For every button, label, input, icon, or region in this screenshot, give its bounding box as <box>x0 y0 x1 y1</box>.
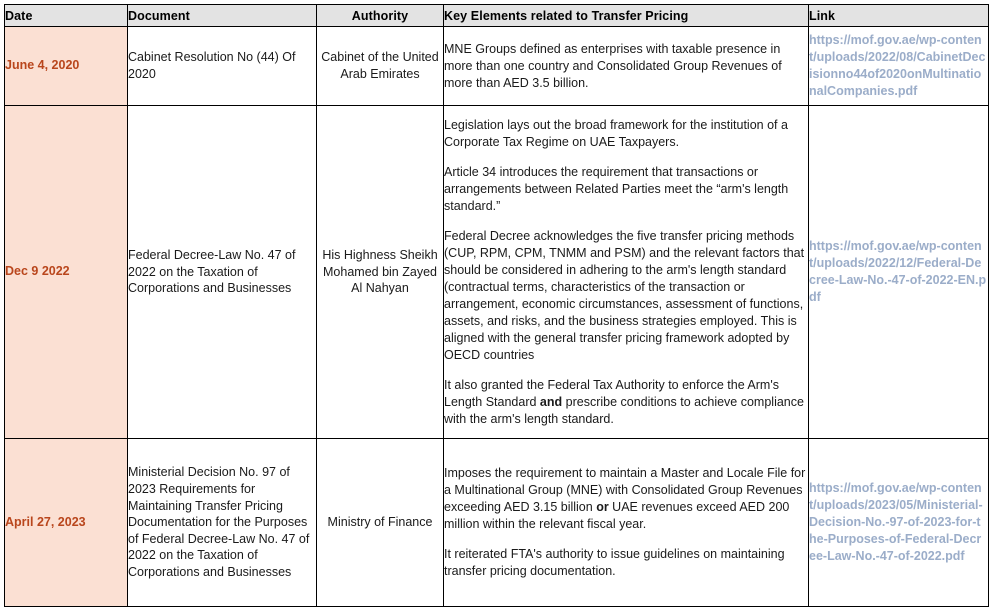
key-elements-text-after: prescribe conditions to achieve compliance with the arm's length standard. <box>444 394 804 426</box>
document-link[interactable]: https://mof.gov.ae/wp-content/uploads/2023/05/Ministerial-Decision-No.-97-of-2023-for-the-Purposes-of-Federal-Decree-Law-No.-47-of-2022.pdf <box>809 481 983 563</box>
column-header-date: Date <box>5 5 128 27</box>
column-header-key-elements: Key Elements related to Transfer Pricing <box>444 5 809 27</box>
cell-date: June 4, 2020 <box>5 27 128 106</box>
transfer-pricing-table <box>4 4 989 607</box>
table-row <box>5 439 989 607</box>
key-elements-text-after: UAE revenues exceed AED 200 million within the relevant fiscal year. <box>444 500 790 531</box>
key-elements-emphasis: and <box>539 394 563 409</box>
table-header-row <box>5 5 989 27</box>
cell-date: Dec 9 2022 <box>5 106 128 439</box>
cell-key-elements <box>444 106 809 439</box>
cell-document: Cabinet Resolution No (44) Of 2020 <box>128 27 317 106</box>
key-elements-text-before: It also granted the Federal Tax Authority to enforce the Arm's Length Standard <box>444 377 779 409</box>
key-elements-paragraph <box>444 377 808 428</box>
key-elements-text-before: Imposes the requirement to maintain a Master and Locale File for a Multinational Group (MNE) with Consolidated Group Revenues exceeding AED 3.15 billion <box>444 466 806 514</box>
key-elements-paragraph: It reiterated FTA's authority to issue guidelines on maintaining transfer pricing documentation. <box>444 547 785 578</box>
cell-link[interactable] <box>809 106 989 439</box>
cell-date: April 27, 2023 <box>5 439 128 607</box>
cell-key-elements <box>444 27 809 106</box>
document-link[interactable]: https://mof.gov.ae/wp-content/uploads/2022/08/CabinetDecisionno44of2020onMultinationalCompanies.pdf <box>809 33 986 98</box>
cell-link[interactable] <box>809 439 989 607</box>
cell-authority: His Highness Sheikh Mohamed bin Zayed Al Nahyan <box>317 106 444 439</box>
key-elements-paragraph: Legislation lays out the broad framework for the institution of a Corporate Tax Regime on UAE Taxpayers. <box>444 117 788 149</box>
column-header-link: Link <box>809 5 989 27</box>
table-header <box>5 5 989 27</box>
cell-authority: Ministry of Finance <box>317 439 444 607</box>
key-elements-paragraph <box>444 465 808 533</box>
key-elements-paragraph: Article 34 introduces the requirement that transactions or arrangements between Related Parties meet the “arm's length standard.” <box>444 164 789 213</box>
key-elements-paragraph: Federal Decree acknowledges the five transfer pricing methods (CUP, RPM, CPM, TNMM and PSM) and the relevant factors that should be considered in adhering to the arm's length standard (contractual terms, characteristics of the transaction or arrangement, economic circumstances, assessment of functions, assets, and risks, and the business strategies employed. This is aligned with the general transfer pricing framework adopted by OECD countries <box>444 228 805 362</box>
cell-document: Ministerial Decision No. 97 of 2023 Requirements for Maintaining Transfer Pricing Documentation for the Purposes of Federal Decree-Law No. 47 of 2022 on the Taxation of Corporations and Businesses <box>128 439 317 607</box>
column-header-authority: Authority <box>317 5 444 27</box>
column-header-document: Document <box>128 5 317 27</box>
key-elements-emphasis: or <box>596 500 609 514</box>
document-link[interactable]: https://mof.gov.ae/wp-content/uploads/2022/12/Federal-Decree-Law-No.-47-of-2022-EN.pdf <box>809 239 987 304</box>
table-row <box>5 106 989 439</box>
table-body <box>5 27 989 607</box>
cell-link[interactable] <box>809 27 989 106</box>
cell-key-elements <box>444 439 809 607</box>
cell-document: Federal Decree-Law No. 47 of 2022 on the Taxation of Corporations and Businesses <box>128 106 317 439</box>
key-elements-paragraph: MNE Groups defined as enterprises with taxable presence in more than one country and Consolidated Group Revenues of more than AED 3.5 billion. <box>444 41 782 90</box>
cell-authority: Cabinet of the United Arab Emirates <box>317 27 444 106</box>
table-row <box>5 27 989 106</box>
